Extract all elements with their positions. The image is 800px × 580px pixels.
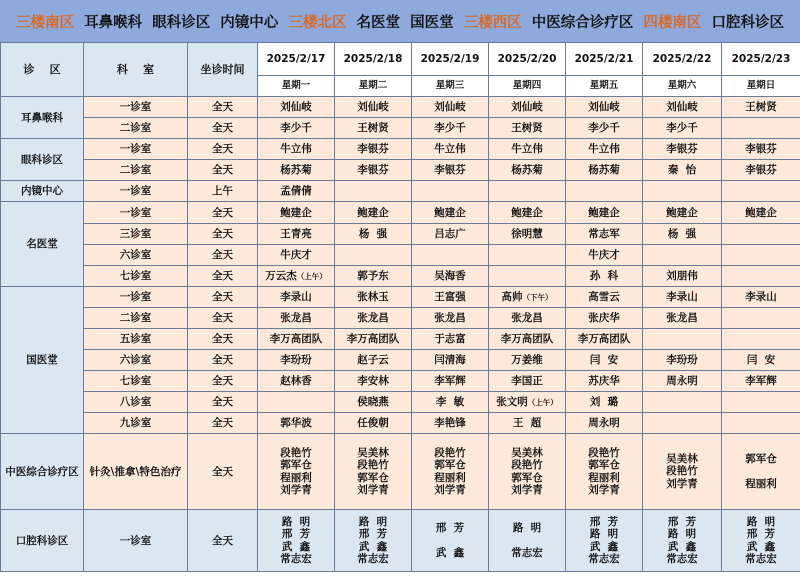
doctor-name: 段艳竹 — [280, 446, 312, 459]
doctor-cell: 闫 安 — [722, 350, 800, 371]
time-slot: 全天 — [188, 202, 258, 224]
doctor-name: 刘学青 — [666, 477, 698, 490]
doctor-name: 路 明 — [512, 521, 542, 534]
doctor-cell: 张龙昌 — [643, 308, 722, 329]
doctor-cell: 刘朋伟 — [643, 266, 722, 287]
doctor-name: 刘学青 — [280, 484, 312, 496]
doctor-cell — [722, 245, 800, 266]
doctor-cell: 李军辉 — [412, 371, 489, 392]
time-slot: 全天 — [188, 224, 258, 245]
doctor-cell: 鲍建企 — [489, 202, 566, 224]
doctor-cell — [643, 329, 722, 350]
doctor-cell: 鲍建企 — [643, 202, 722, 224]
doctor-cell: 闫清海 — [412, 350, 489, 371]
doctor-cell — [489, 245, 566, 266]
doctor-cell: 李少千 — [566, 118, 643, 139]
banner-dept-label: 耳鼻喉科 眼科诊区 内镜中心 — [74, 14, 289, 31]
doctor-name: 郭军仓 — [280, 459, 312, 471]
doctor-cell: 李万高团队 — [489, 329, 566, 350]
banner-floor-label: 三楼西区 — [463, 14, 522, 31]
doctor-cell — [643, 245, 722, 266]
doctor-cell: 王富强 — [412, 287, 489, 308]
header-weekday: 星期三 — [412, 76, 489, 97]
banner-dept-label: 口腔科诊区 — [701, 14, 784, 31]
doctor-cell: 万姜维 — [489, 350, 566, 371]
header-date: 2025/2/19 — [412, 43, 489, 76]
room-name: 六诊室 — [84, 245, 188, 266]
doctor-name — [722, 465, 800, 478]
doctor-cell — [412, 434, 489, 510]
doctor-cell: 张龙昌 — [489, 308, 566, 329]
doctor-cell: 李少千 — [643, 118, 722, 139]
doctor-name: 吴美林 — [511, 446, 543, 459]
room-name: 六诊室 — [84, 350, 188, 371]
group-name: 名医堂 — [1, 202, 84, 287]
doctor-cell — [722, 510, 800, 572]
doctor-cell: 周永明 — [643, 371, 722, 392]
doctor-cell: 王青亮 — [258, 224, 335, 245]
time-slot: 全天 — [188, 118, 258, 139]
doctor-cell: 闫 安 — [566, 350, 643, 371]
doctor-cell: 杨苏菊 — [489, 160, 566, 181]
doctor-name: 段艳竹 — [666, 465, 698, 478]
header-area: 诊 区 — [1, 43, 84, 97]
doctor-cell: 牛立伟 — [566, 139, 643, 160]
doctor-cell — [722, 413, 800, 434]
doctor-cell — [643, 510, 722, 572]
doctor-cell: 赵子云 — [335, 350, 412, 371]
doctor-cell: 张龙昌 — [412, 308, 489, 329]
time-slot: 上午 — [188, 181, 258, 202]
doctor-name: 路 明 — [589, 528, 619, 540]
header-date: 2025/2/21 — [566, 43, 643, 76]
doctor-cell — [412, 510, 489, 572]
doctor-name: 武 鑫 — [281, 540, 311, 553]
time-slot: 全天 — [188, 97, 258, 118]
room-name: 七诊室 — [84, 266, 188, 287]
time-slot: 全天 — [188, 413, 258, 434]
doctor-cell: 李银芬 — [335, 160, 412, 181]
time-slot: 全天 — [188, 434, 258, 510]
doctor-cell: 郭华波 — [258, 413, 335, 434]
doctor-cell: 李银芬 — [722, 139, 800, 160]
doctor-cell — [489, 266, 566, 287]
room-name: 针灸\推拿\特色治疗 — [84, 434, 188, 510]
room-name: 二诊室 — [84, 160, 188, 181]
doctor-cell: 牛立伟 — [412, 139, 489, 160]
banner-dept-label: 中医综合诊疗区 — [521, 14, 644, 31]
banner-floor-label: 三楼北区 — [288, 14, 347, 31]
doctor-name: 路 明 — [667, 528, 697, 540]
doctor-cell — [258, 510, 335, 572]
doctor-cell: 李银芬 — [722, 160, 800, 181]
session-note: （下午） — [522, 292, 553, 302]
doctor-cell: 李国正 — [489, 371, 566, 392]
room-name: 一诊室 — [84, 287, 188, 308]
group-name: 口腔科诊区 — [1, 510, 84, 572]
doctor-name: 程丽利 — [434, 471, 466, 484]
doctor-cell: 牛立伟 — [258, 139, 335, 160]
doctor-cell — [722, 434, 800, 510]
doctor-cell: 杨苏菊 — [258, 160, 335, 181]
doctor-name: 郭军仓 — [588, 459, 620, 471]
doctor-cell: 张林玉 — [335, 287, 412, 308]
header-weekday: 星期六 — [643, 76, 722, 97]
doctor-cell — [643, 392, 722, 413]
time-slot: 全天 — [188, 350, 258, 371]
doctor-name: 武 鑫 — [358, 540, 388, 553]
doctor-cell: 杨 强 — [643, 224, 722, 245]
room-name: 一诊室 — [84, 202, 188, 224]
doctor-cell — [412, 181, 489, 202]
doctor-name: 常志宏 — [588, 553, 620, 565]
doctor-cell — [335, 181, 412, 202]
doctor-cell: 王树贤 — [722, 97, 800, 118]
doctor-cell: 牛立伟 — [489, 139, 566, 160]
doctor-cell: 李玢玢 — [258, 350, 335, 371]
doctor-cell: 王树贤 — [335, 118, 412, 139]
doctor-cell: 李万高团队 — [335, 329, 412, 350]
schedule-table — [0, 42, 800, 572]
time-slot: 全天 — [188, 329, 258, 350]
doctor-cell: 鲍建企 — [258, 202, 335, 224]
doctor-cell: 李 敏 — [412, 392, 489, 413]
doctor-name: 武 鑫 — [746, 540, 776, 553]
doctor-name: 路 明 — [281, 515, 311, 528]
doctor-cell: 李银芬 — [412, 160, 489, 181]
doctor-cell: 刘仙岐 — [643, 97, 722, 118]
doctor-name: 邢 芳 — [746, 528, 776, 540]
doctor-name: 万云杰 — [265, 269, 297, 282]
header-date: 2025/2/23 — [722, 43, 800, 76]
doctor-cell: 牛庆才 — [566, 245, 643, 266]
room-name: 一诊室 — [84, 510, 188, 572]
doctor-cell — [722, 392, 800, 413]
doctor-cell: 李少千 — [258, 118, 335, 139]
doctor-name: 邢 芳 — [667, 515, 697, 528]
doctor-cell — [489, 181, 566, 202]
doctor-name: 刘学青 — [511, 484, 543, 496]
header-weekday: 星期日 — [722, 76, 800, 97]
doctor-name: 吴美林 — [666, 452, 698, 465]
room-name: 一诊室 — [84, 181, 188, 202]
doctor-name: 刘学青 — [357, 484, 389, 496]
room-name: 五诊室 — [84, 329, 188, 350]
doctor-name: 程丽利 — [280, 471, 312, 484]
doctor-cell: 李安林 — [335, 371, 412, 392]
doctor-name: 武 鑫 — [589, 540, 619, 553]
doctor-cell — [335, 434, 412, 510]
doctor-cell: 吕志广 — [412, 224, 489, 245]
doctor-cell: 于志富 — [412, 329, 489, 350]
banner-dept-label: 名医堂 国医堂 — [346, 14, 464, 31]
doctor-cell — [489, 287, 566, 308]
doctor-cell — [722, 266, 800, 287]
time-slot: 全天 — [188, 371, 258, 392]
doctor-cell — [722, 308, 800, 329]
room-name: 一诊室 — [84, 97, 188, 118]
header-date: 2025/2/18 — [335, 43, 412, 76]
header-date: 2025/2/17 — [258, 43, 335, 76]
doctor-name: 刘学青 — [588, 484, 620, 496]
doctor-cell — [722, 224, 800, 245]
doctor-cell: 王树贤 — [489, 118, 566, 139]
doctor-cell: 赵林香 — [258, 371, 335, 392]
doctor-name: 段艳竹 — [588, 446, 620, 459]
doctor-name: 路 明 — [746, 515, 776, 528]
doctor-cell: 李录山 — [722, 287, 800, 308]
doctor-cell: 王 超 — [489, 413, 566, 434]
doctor-cell — [722, 118, 800, 139]
doctor-cell: 徐明慧 — [489, 224, 566, 245]
doctor-cell — [722, 181, 800, 202]
room-name: 三诊室 — [84, 224, 188, 245]
doctor-name: 段艳竹 — [357, 459, 389, 471]
doctor-cell: 李录山 — [643, 287, 722, 308]
doctor-name: 段艳竹 — [511, 459, 543, 471]
time-slot: 全天 — [188, 160, 258, 181]
doctor-cell — [722, 329, 800, 350]
doctor-cell: 苏庆华 — [566, 371, 643, 392]
room-name: 二诊室 — [84, 118, 188, 139]
doctor-cell: 李艳锋 — [412, 413, 489, 434]
doctor-name: 张文明 — [496, 395, 528, 408]
doctor-cell: 孙 科 — [566, 266, 643, 287]
room-name: 九诊室 — [84, 413, 188, 434]
room-name: 八诊室 — [84, 392, 188, 413]
doctor-cell: 高雪云 — [566, 287, 643, 308]
session-note: （上午） — [527, 397, 558, 407]
doctor-cell: 张庆华 — [566, 308, 643, 329]
doctor-cell: 刘仙岐 — [489, 97, 566, 118]
doctor-cell — [643, 413, 722, 434]
doctor-cell: 郭予东 — [335, 266, 412, 287]
doctor-cell: 鲍建企 — [335, 202, 412, 224]
doctor-cell: 李万高团队 — [258, 329, 335, 350]
doctor-cell — [489, 392, 566, 413]
doctor-cell — [643, 181, 722, 202]
doctor-cell — [258, 266, 335, 287]
doctor-cell: 李银芬 — [643, 139, 722, 160]
doctor-name — [412, 534, 488, 547]
doctor-cell: 常志军 — [566, 224, 643, 245]
group-name: 眼科诊区 — [1, 139, 84, 181]
doctor-cell: 鲍建企 — [722, 202, 800, 224]
doctor-name: 常志宏 — [280, 553, 312, 565]
doctor-cell: 李录山 — [258, 287, 335, 308]
doctor-name: 常志宏 — [357, 553, 389, 565]
header-time: 坐诊时间 — [188, 43, 258, 97]
doctor-name: 常志宏 — [511, 546, 543, 559]
doctor-cell: 张龙昌 — [335, 308, 412, 329]
doctor-cell: 杨苏菊 — [566, 160, 643, 181]
doctor-cell: 吴海香 — [412, 266, 489, 287]
doctor-cell — [335, 510, 412, 572]
doctor-cell: 刘仙岐 — [566, 97, 643, 118]
doctor-name: 吴美林 — [357, 446, 389, 459]
doctor-cell: 秦 怡 — [643, 160, 722, 181]
doctor-cell — [566, 434, 643, 510]
header-weekday: 星期四 — [489, 76, 566, 97]
doctor-cell: 刘仙岐 — [412, 97, 489, 118]
doctor-name: 常志宏 — [666, 553, 698, 565]
doctor-cell — [489, 510, 566, 572]
doctor-cell: 鲍建企 — [412, 202, 489, 224]
doctor-cell — [489, 434, 566, 510]
doctor-cell: 刘 璐 — [566, 392, 643, 413]
doctor-cell — [258, 392, 335, 413]
doctor-name: 武 鑫 — [667, 540, 697, 553]
doctor-cell: 李银芬 — [335, 139, 412, 160]
room-name: 七诊室 — [84, 371, 188, 392]
doctor-name: 高帅 — [501, 290, 523, 303]
header-room: 科 室 — [84, 43, 188, 97]
doctor-cell: 周永明 — [566, 413, 643, 434]
doctor-cell: 杨 强 — [335, 224, 412, 245]
time-slot: 全天 — [188, 287, 258, 308]
doctor-name: 路 明 — [358, 515, 388, 528]
doctor-cell: 刘仙岐 — [335, 97, 412, 118]
banner-floor-label: 三楼南区 — [16, 14, 74, 31]
doctor-name — [489, 534, 565, 547]
group-name: 内镜中心 — [1, 181, 84, 202]
doctor-name: 邢 芳 — [435, 521, 465, 534]
time-slot: 全天 — [188, 392, 258, 413]
time-slot: 全天 — [188, 510, 258, 572]
doctor-name: 邢 芳 — [358, 528, 388, 540]
group-name: 耳鼻喉科 — [1, 97, 84, 139]
group-name: 中医综合诊疗区 — [1, 434, 84, 510]
doctor-cell — [643, 434, 722, 510]
time-slot: 全天 — [188, 139, 258, 160]
doctor-name: 邢 芳 — [589, 515, 619, 528]
doctor-cell: 任俊朝 — [335, 413, 412, 434]
session-note: （上午） — [296, 271, 327, 281]
header-weekday: 星期一 — [258, 76, 335, 97]
doctor-name: 武 鑫 — [435, 546, 465, 559]
doctor-cell: 刘仙岐 — [258, 97, 335, 118]
doctor-cell: 李少千 — [412, 118, 489, 139]
header-date: 2025/2/22 — [643, 43, 722, 76]
doctor-cell: 李玢玢 — [643, 350, 722, 371]
doctor-cell: 牛庆才 — [258, 245, 335, 266]
doctor-cell — [566, 510, 643, 572]
doctor-cell: 孟倩倩 — [258, 181, 335, 202]
doctor-name: 郭军仓 — [745, 452, 777, 465]
doctor-name: 郭军仓 — [434, 459, 466, 471]
doctor-name: 段艳竹 — [434, 446, 466, 459]
doctor-name: 郭军仓 — [357, 471, 389, 484]
room-name: 二诊室 — [84, 308, 188, 329]
doctor-cell: 侯晓燕 — [335, 392, 412, 413]
doctor-name: 常志宏 — [745, 553, 777, 565]
doctor-name: 刘学青 — [434, 484, 466, 496]
doctor-cell: 张龙昌 — [258, 308, 335, 329]
doctor-cell — [335, 245, 412, 266]
doctor-name: 程丽利 — [745, 477, 777, 490]
doctor-cell — [258, 434, 335, 510]
doctor-cell: 鲍建企 — [566, 202, 643, 224]
doctor-name: 郭军仓 — [511, 471, 543, 484]
header-date: 2025/2/20 — [489, 43, 566, 76]
doctor-cell: 李军辉 — [722, 371, 800, 392]
time-slot: 全天 — [188, 308, 258, 329]
time-slot: 全天 — [188, 245, 258, 266]
doctor-cell: 李万高团队 — [566, 329, 643, 350]
header-weekday: 星期二 — [335, 76, 412, 97]
doctor-cell — [566, 181, 643, 202]
group-name: 国医堂 — [1, 287, 84, 434]
banner-floor-label: 四楼南区 — [643, 14, 702, 31]
doctor-cell — [412, 245, 489, 266]
room-name: 一诊室 — [84, 139, 188, 160]
header-weekday: 星期五 — [566, 76, 643, 97]
doctor-name: 邢 芳 — [281, 528, 311, 540]
banner-title — [0, 0, 800, 42]
doctor-name: 程丽利 — [588, 471, 620, 484]
time-slot: 全天 — [188, 266, 258, 287]
